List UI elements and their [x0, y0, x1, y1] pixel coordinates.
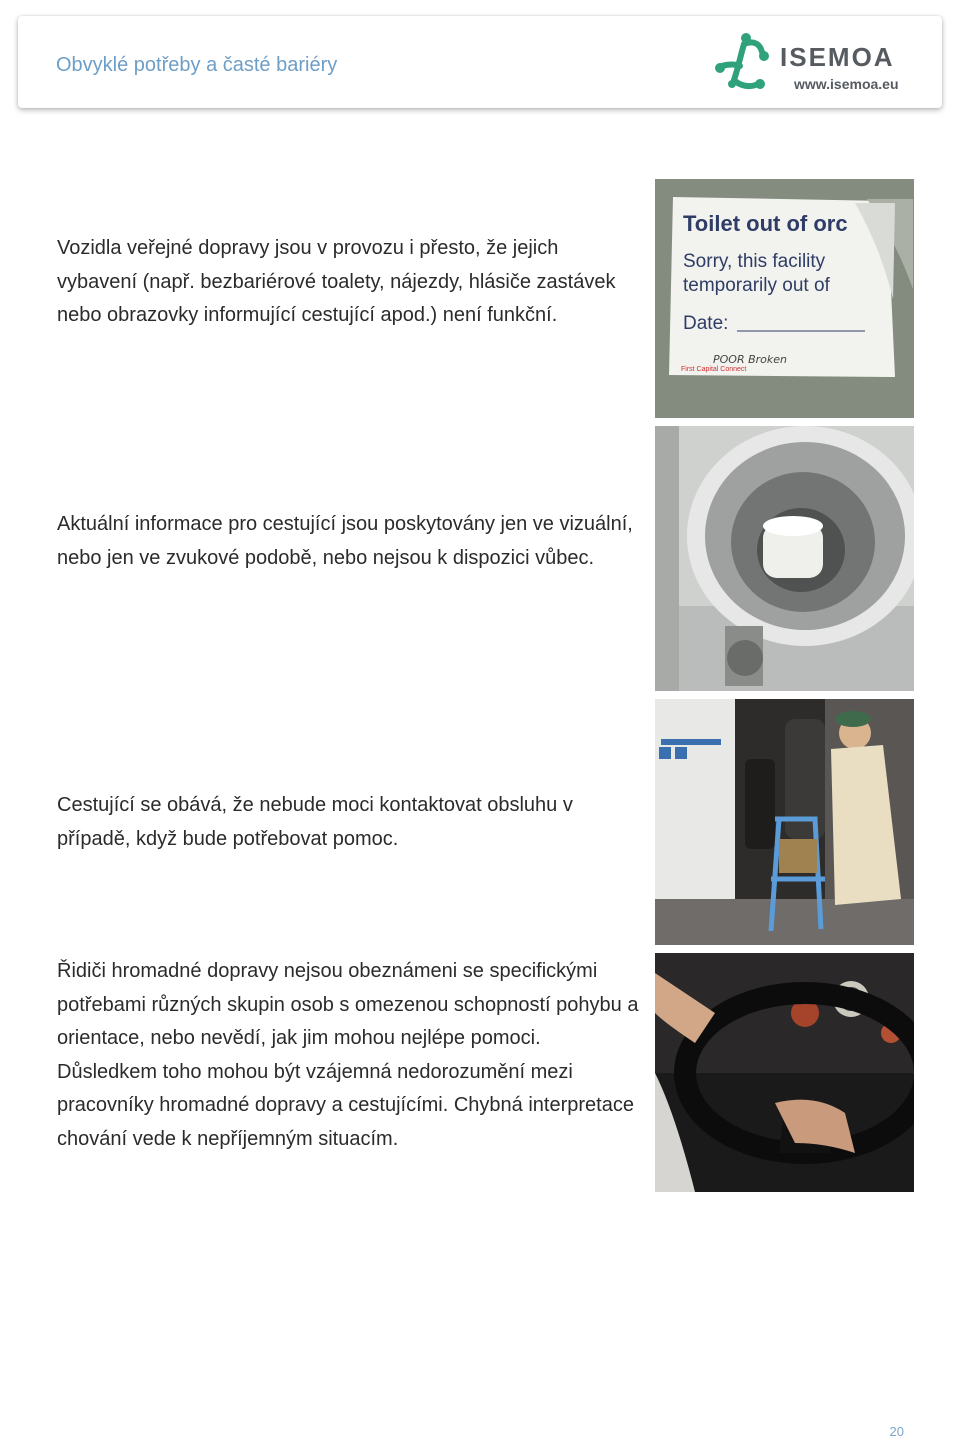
sign-footer: First Capital Connect [681, 366, 747, 373]
photo-loudspeaker [655, 426, 914, 691]
page-header [18, 16, 942, 108]
photo-bus-steering-wheel [655, 953, 914, 1192]
paragraph-contact-staff: Cestující se obává, že nebude moci kontaktovat obsluhu v případě, když bude potřebovat pomoc. [57, 794, 573, 850]
sign-line-sorry: Sorry, this facility [683, 251, 826, 272]
isemoa-logo [710, 30, 930, 98]
paragraph-passenger-information: Aktuální informace pro cestující jsou poskytovány jen ve vizuální, nebo jen ve zvukové podobě, nebo nejsou k dispozici vůbec. [57, 513, 633, 569]
photo-toilet-out-of-order [655, 179, 914, 418]
paragraph-vehicle-equipment: Vozidla veřejné dopravy jsou v provozu i přesto, že jejich vybavení (např. bezbariérové toalety, nájezdy, hlásiče zastávek nebo obrazovky informující cestující apod.) není funkční. [57, 237, 616, 326]
logo-url: www.isemoa.eu [794, 76, 899, 92]
sign-title: Toilet out of orc [683, 211, 848, 236]
header-title: Obvyklé potřeby a časté bariéry [56, 54, 338, 76]
isemoa-logo-icon [710, 30, 780, 98]
photo-elderly-passenger-with-walker [655, 699, 914, 945]
sign-line-date: Date: [683, 313, 729, 334]
sign-handwriting: POOR Broken [713, 353, 787, 366]
page-number: 20 [889, 1424, 904, 1439]
sign-line-temporarily: temporarily out of [683, 275, 830, 296]
paragraph-drivers-awareness: Řidiči hromadné dopravy nejsou obeznámeni se specifickými potřebami různých skupin osob s omezenou schopností pohybu a orientace, nebo nevědí, jak jim mohou nejlépe pomoci. Důsledkem toho mohou být vzájemná nedorozumění mezi pracovníky hromadné dopravy a cestujícími. Chybná interpretace chování vede k nepříjemným situacím. [57, 960, 639, 1150]
logo-name: ISEMOA [780, 42, 895, 72]
